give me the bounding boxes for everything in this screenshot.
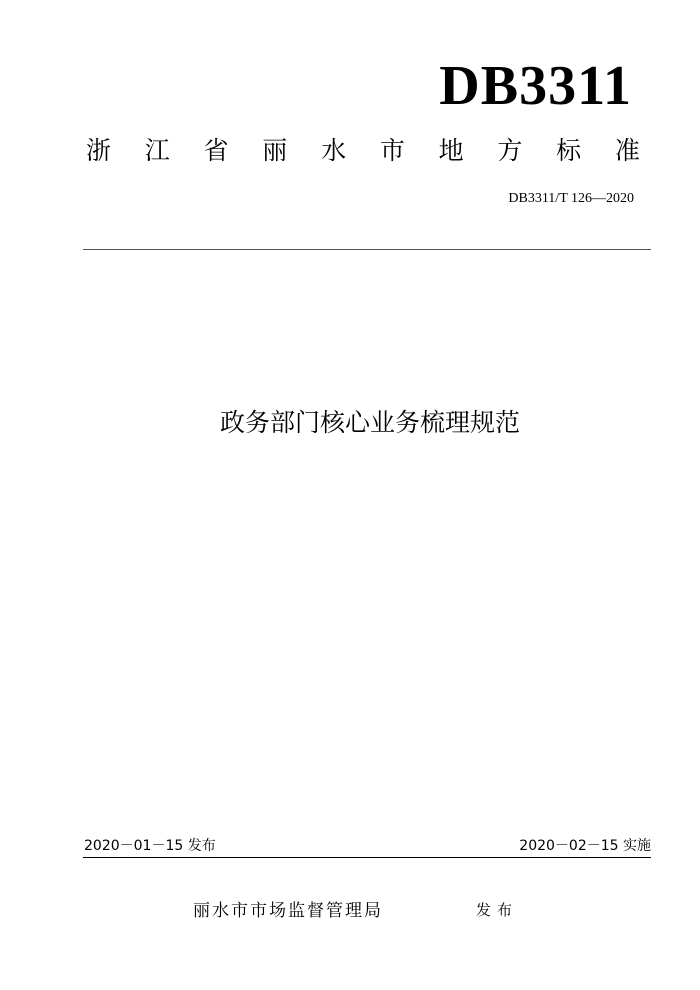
- category-char: 方: [497, 136, 523, 165]
- category-char: 准: [614, 136, 640, 165]
- category-char: 地: [438, 136, 464, 165]
- implementation-date: 2020－02－15 实施: [519, 838, 651, 854]
- standard-category: [86, 138, 640, 163]
- bottom-divider: [83, 857, 651, 858]
- category-char: 丽: [262, 136, 288, 165]
- standard-code: DB3311: [439, 55, 632, 117]
- category-char: 水: [321, 136, 347, 165]
- category-char: 省: [203, 136, 229, 165]
- category-char: 江: [144, 136, 170, 165]
- category-char: 标: [556, 136, 582, 165]
- issue-label: 发布: [476, 901, 519, 919]
- document-title: 政务部门核心业务梳理规范: [219, 408, 520, 437]
- standard-number: DB3311/T 126—2020: [508, 191, 634, 206]
- category-char: 浙: [86, 136, 112, 165]
- issuing-authority: 丽水市市场监督管理局: [193, 901, 383, 921]
- issue-date: 2020－01－15 发布: [84, 838, 216, 854]
- category-char: 市: [379, 136, 405, 165]
- top-divider: [83, 249, 651, 250]
